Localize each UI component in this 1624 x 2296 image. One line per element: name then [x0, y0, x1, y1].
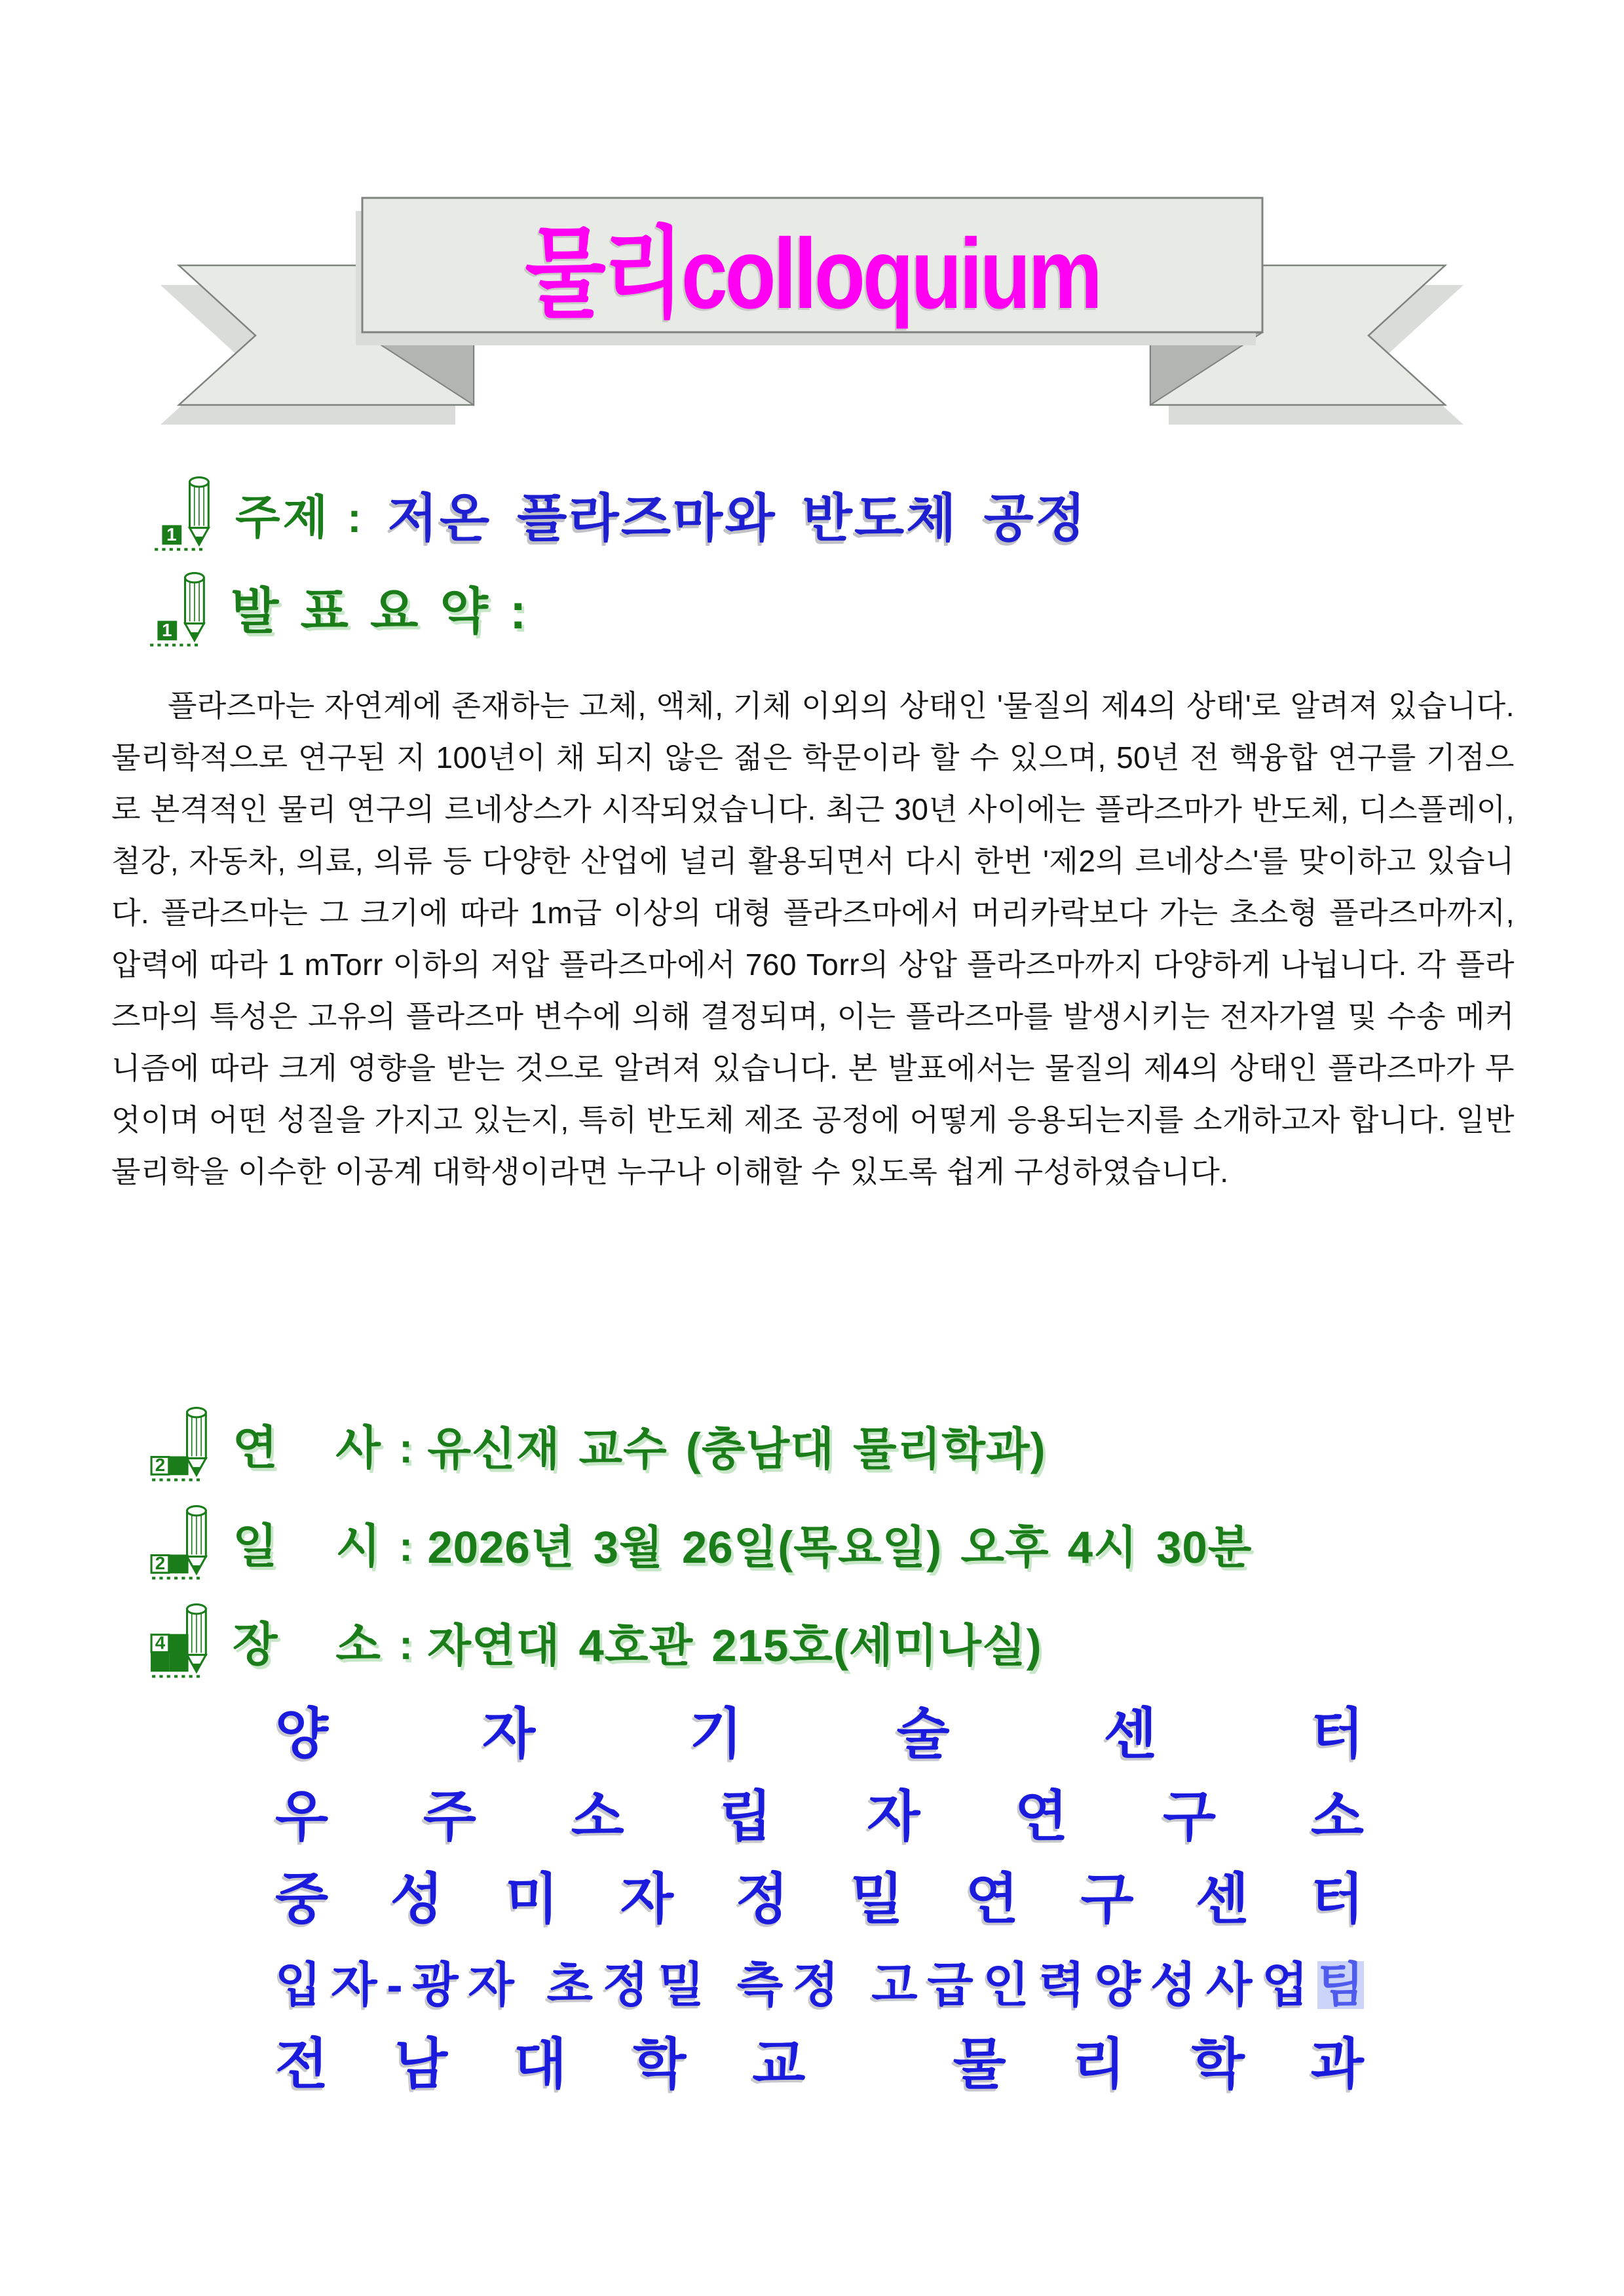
place-row: [149, 1600, 1042, 1681]
banner-title-text: 물리colloquium: [525, 218, 1100, 330]
svg-text:2: 2: [155, 1553, 166, 1574]
speaker-row: [149, 1404, 1046, 1485]
host-organizations: [275, 1705, 1364, 2118]
speaker-separator: :: [399, 1425, 413, 1472]
svg-text:1: 1: [166, 524, 177, 545]
place-value: 자연대 4호관 215호(세미나실): [427, 1620, 1042, 1671]
org-line-physics-department: 전 남 대 학 교 물 리 학 과: [275, 2033, 1364, 2095]
svg-text:2: 2: [155, 1455, 166, 1476]
datetime-label: 일 시: [233, 1521, 382, 1573]
place-separator: :: [399, 1621, 413, 1668]
place-label: 장 소: [233, 1619, 382, 1671]
org-line-quantum-tech-center: 양 자 기 술 센 터: [275, 1703, 1364, 1765]
pencil-bullet-2-icon: [149, 1502, 223, 1583]
speaker-value: 유신재 교수 (충남대 물리학과): [427, 1424, 1046, 1474]
datetime-row: [149, 1502, 1252, 1583]
org-line-neutrino-precision-center: 중 성 미 자 정 밀 연 구 센 터: [275, 1868, 1364, 1930]
speaker-label: 연 사: [233, 1423, 382, 1474]
topic-row: [152, 473, 1087, 554]
abstract-heading-row: [147, 569, 530, 650]
topic-separator: :: [347, 494, 362, 541]
svg-text:1: 1: [162, 620, 172, 641]
abstract-body: 플라즈마는 자연계에 존재하는 고체, 액체, 기체 이외의 상태인 '물질의 제4의 상태'로 알려져 있습니다. 물리학적으로 연구된 지 100년이 채 되지 않은 젊은 학문이라 할 수 있으며, 50년 전 핵융합 연구를 기점으로 본격적인 물리 연구의 르네상스가 시작되었습니다. 최근 30년 사이에는 플라즈마가 반도체, 디스플레이, 철강, 자동차, 의료, 의류 등 다양한 산업에 널리 활용되면서 다시 한번 '제2의 르네상스'를 맞이하고 있습니다. 플라즈마는 그 크기에 따라 1m급 이상의 대형 플라즈마에서 머리카락보다 가는 초소형 플라즈마까지, 압력에 따라 1 mTorr 이하의 저압 플라즈마에서 760 Torr의 상압 플라즈마까지 다양하게 나뉩니다. 각 플라즈마의 특성은 고유의 플라즈마 변수에 의해 결정되며, 이는 플라즈마를 발생시키는 전자가열 및 수송 메커니즘에 따라 크게 영향을 받는 것으로 알려져 있습니다. 본 발표에서는 물질의 제4의 상태인 플라즈마가 무엇이며 어떤 성질을 가지고 있는지, 특히 반도체 제조 공정에 어떻게 응용되는지를 소개하고자 합니다. 일반물리학을 이수한 이공계 대학생이라면 누구나 이해할 수 있도록 쉽게 구성하였습니다.: [111, 689, 1515, 1189]
banner-title: [362, 198, 1262, 332]
pencil-bullet-2-icon: [149, 1404, 223, 1485]
pencil-bullet-1-icon: [152, 473, 226, 554]
pencil-bullet-4-icon: [149, 1600, 223, 1681]
topic-value: 저온 플라즈마와 반도체 공정: [387, 489, 1088, 547]
datetime-separator: :: [399, 1523, 413, 1570]
org-line-cosmic-particle-lab: 우 주 소 립 자 연 구 소: [275, 1786, 1364, 1847]
topic-label: 주제: [235, 492, 331, 544]
org-line-precision-measurement-team: 입 자 - 광 자 초 정 밀 측 정 고 급 인 력 양 성 사 업 팀: [275, 1959, 1364, 2012]
svg-text:4: 4: [155, 1632, 166, 1653]
pencil-bullet-1-icon: [147, 569, 221, 650]
abstract-label: 발 표 요 약 :: [231, 584, 531, 640]
datetime-value: 2026년 3월 26일(목요일) 오후 4시 30분: [427, 1522, 1253, 1573]
